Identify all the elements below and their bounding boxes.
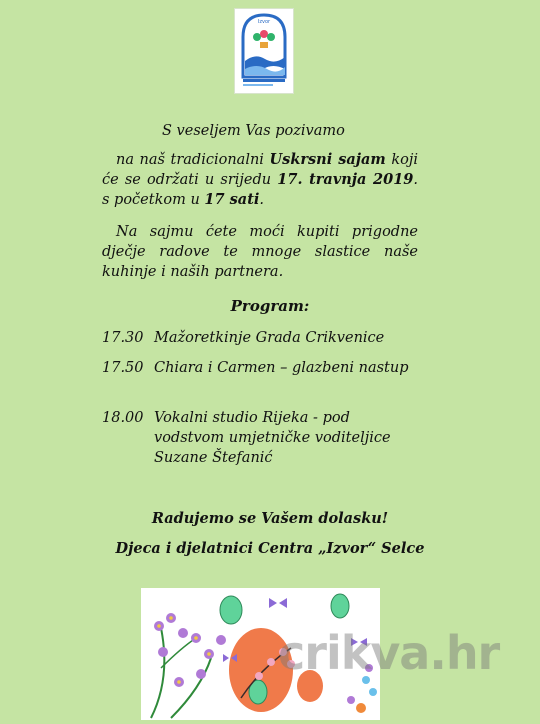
invitation-paragraph: na naš tradicionalni Uskrsni sajam koji će se održati u srijedu 17. travnja 2019. s početkom u 17 sati. bbox=[102, 151, 418, 208]
logo-text: Izvor bbox=[257, 19, 271, 25]
program-title: Program: bbox=[230, 297, 310, 315]
program-time: 18.00 bbox=[102, 410, 144, 426]
fair-description: Na sajmu ćete moći kupiti prigodne dječje radove te mnoge slastice naše kuhinje i naših partnera. bbox=[102, 224, 418, 280]
program-description: Vokalni studio Rijeka - pod vodstvom umjetničke voditeljice Suzane Štefanić bbox=[154, 410, 391, 466]
event-date: 17. travnja 2019 bbox=[277, 171, 414, 188]
logo bbox=[234, 8, 294, 94]
greeting: S veseljem Vas pozivamo bbox=[162, 123, 345, 139]
program-description: Mažoretkinje Grada Crikvenice bbox=[154, 330, 385, 346]
event-time: 17 sati bbox=[204, 191, 260, 208]
signature-line: Djeca i djelatnici Centra „Izvor“ Selce bbox=[115, 540, 425, 557]
event-name: Uskrsni sajam bbox=[269, 151, 386, 168]
closing-line: Radujemo se Vašem dolasku! bbox=[151, 510, 389, 527]
logo-graphic bbox=[235, 9, 293, 93]
program-time: 17.50 bbox=[102, 360, 144, 376]
watermark: crikva.hr bbox=[278, 626, 500, 680]
program-time: 17.30 bbox=[102, 330, 144, 346]
program-description: Chiara i Carmen – glazbeni nastup bbox=[154, 360, 409, 376]
